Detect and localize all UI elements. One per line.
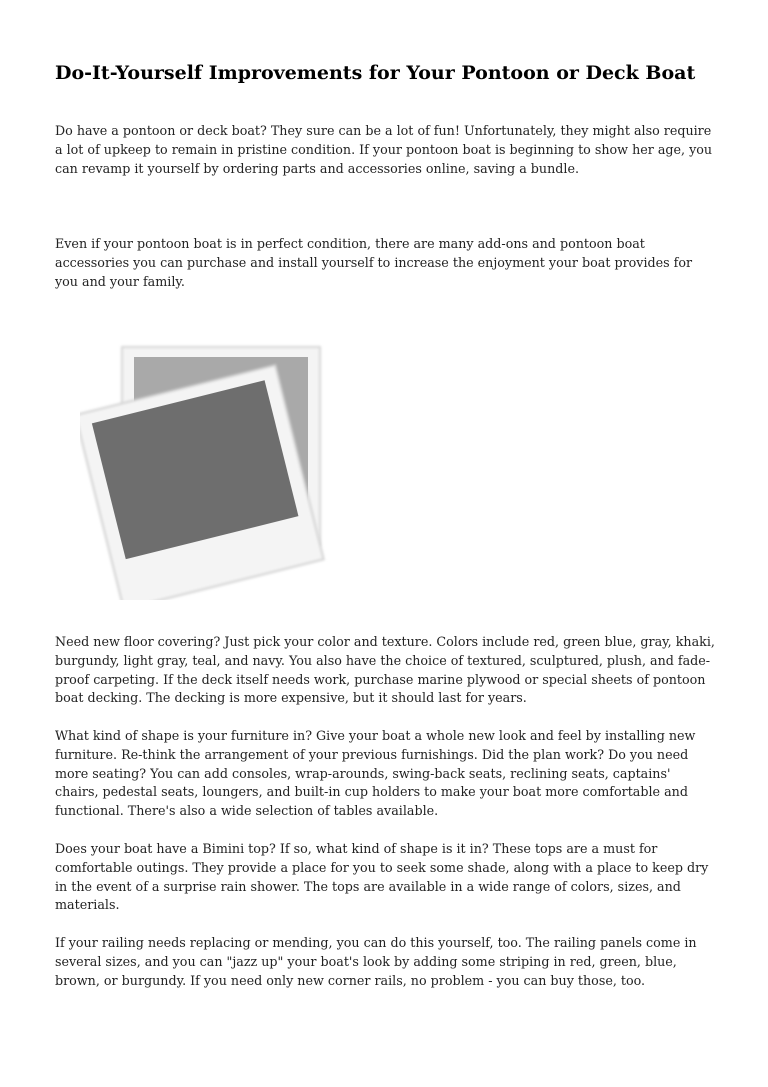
- paragraph-accessories: Even if your pontoon boat is in perfect condition, there are many add-ons and pontoon boat accessories you can purchase and install yourself to increase the enjoyment your boat provides for you and your family.: [55, 236, 693, 289]
- paragraph-bimini-top: Does your boat have a Bimini top? If so, what kind of shape is it in? These tops are a must for comfortable outings. They provide a place for you to seek some shade, along with a place to keep dry in the event of a surprise rain shower. The tops are available in a wide range of colors, sizes, and materials.: [55, 841, 709, 913]
- paragraph-intro: Do have a pontoon or deck boat? They sure can be a lot of fun! Unfortunately, they might also require a lot of upkeep to remain in pristine condition. If your pontoon boat is beginning to show her age, you can revamp it yourself by ordering parts and accessories online, saving a bundle.: [55, 123, 713, 176]
- photo-placeholder-icon: [80, 335, 345, 600]
- paragraph-floor-covering: Need new floor covering? Just pick your color and texture. Colors include red, green blue, gray, khaki, burgundy, light gray, teal, and navy. You also have the choice of textured, sculptured, plush, and fade-proof carpeting. If the deck itself needs work, purchase marine plywood or special sheets of pontoon boat decking. The decking is more expensive, but it should last for years.: [55, 634, 715, 706]
- paragraph-furniture: What kind of shape is your furniture in? Give your boat a whole new look and feel by installing new furniture. Re-think the arrangement of your previous furnishings. Did the plan work? Do you need more seating? You can add consoles, wrap-arounds, swing-back seats, reclining seats, captains' chairs, pedestal seats, loungers, and built-in cup holders to make your boat more comfortable and functional. There's also a wide selection of tables available.: [55, 728, 696, 819]
- document-title: Do-It-Yourself Improvements for Your Pontoon or Deck Boat: [55, 62, 696, 84]
- paragraph-railing: If your railing needs replacing or mending, you can do this yourself, too. The railing panels come in several sizes, and you can "jazz up" your boat's look by adding some striping in red, green, blue, brown, or burgundy. If you need only new corner rails, no problem - you can buy those, too.: [55, 935, 697, 988]
